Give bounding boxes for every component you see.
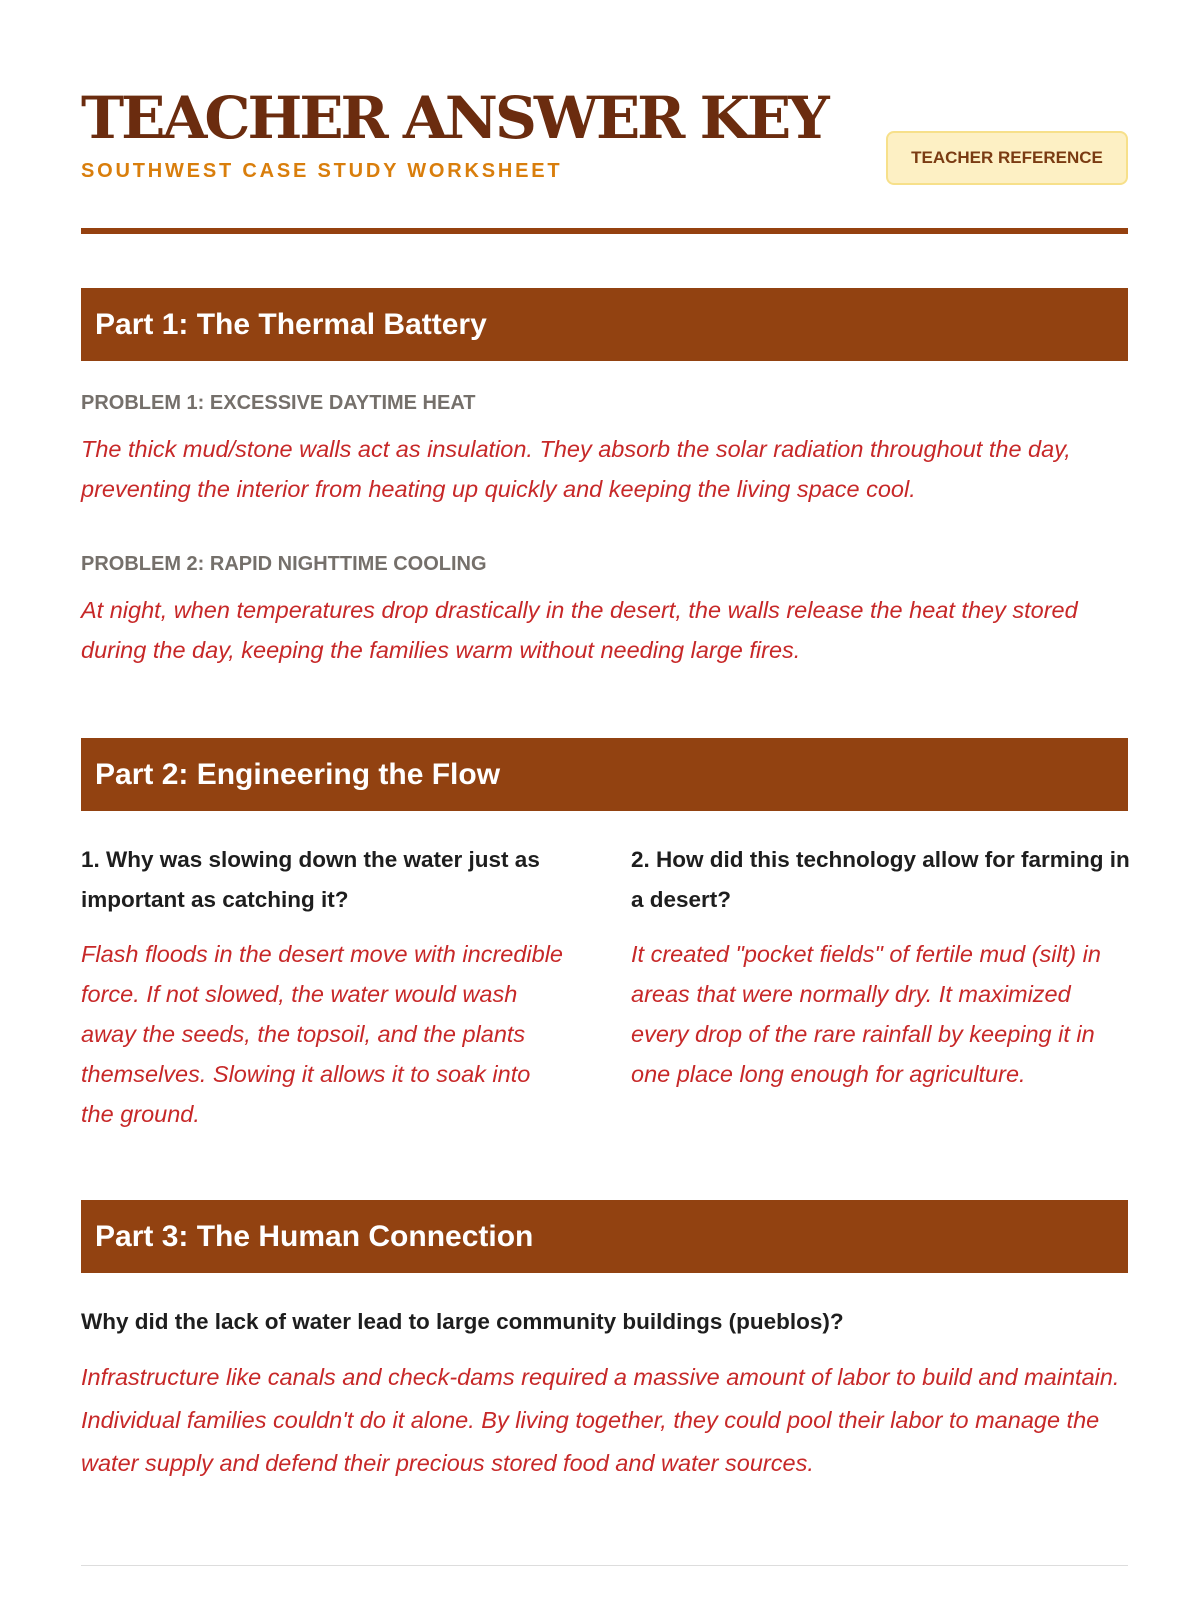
problem1-label: PROBLEM 1: EXCESSIVE DAYTIME HEAT [81, 392, 476, 414]
page-header [81, 84, 1128, 234]
problem1-answer: The thick mud/stone walls act as insulation. They absorb the solar radiation throughout the day, preventing the interior from heating up quickly and keeping the living space cool. [81, 436, 1071, 502]
part3-heading: Part 3: The Human Connection [81, 1200, 1128, 1273]
page-subtitle: SOUTHWEST CASE STUDY WORKSHEET [81, 160, 563, 182]
part3-question: Why did the lack of water lead to large community buildings (pueblos)? [81, 1309, 844, 1334]
part2-answer1: Flash floods in the desert move with incredible force. If not slowed, the water would wash away the seeds, the topsoil, and the plants themselves. Slowing it allows it to soak into the ground. [81, 941, 563, 1127]
problem2-label: PROBLEM 2: RAPID NIGHTTIME COOLING [81, 553, 487, 575]
part2-question1: 1. Why was slowing down the water just as important as catching it? [81, 847, 540, 912]
part1-heading: Part 1: The Thermal Battery [81, 288, 1128, 361]
page-title: TEACHER ANSWER KEY [81, 84, 827, 152]
teacher-reference-badge: TEACHER REFERENCE [886, 131, 1128, 185]
header-divider [81, 228, 1128, 234]
part2-heading: Part 2: Engineering the Flow [81, 738, 1128, 811]
part3-answer: Infrastructure like canals and check-dams required a massive amount of labor to build and maintain. Individual families couldn't do it alone. By living together, they could pool their labor to manage the water supply and defend their precious stored food and water sources. [81, 1364, 1120, 1476]
footer-divider [81, 1565, 1128, 1566]
part2-answer2: It created "pocket fields" of fertile mud (silt) in areas that were normally dry. It maximized every drop of the rare rainfall by keeping it in one place long enough for agriculture. [631, 941, 1101, 1087]
part2-question2: 2. How did this technology allow for farming in a desert? [631, 847, 1130, 912]
problem2-answer: At night, when temperatures drop drastically in the desert, the walls release the heat they stored during the day, keeping the families warm without needing large fires. [81, 597, 1078, 663]
